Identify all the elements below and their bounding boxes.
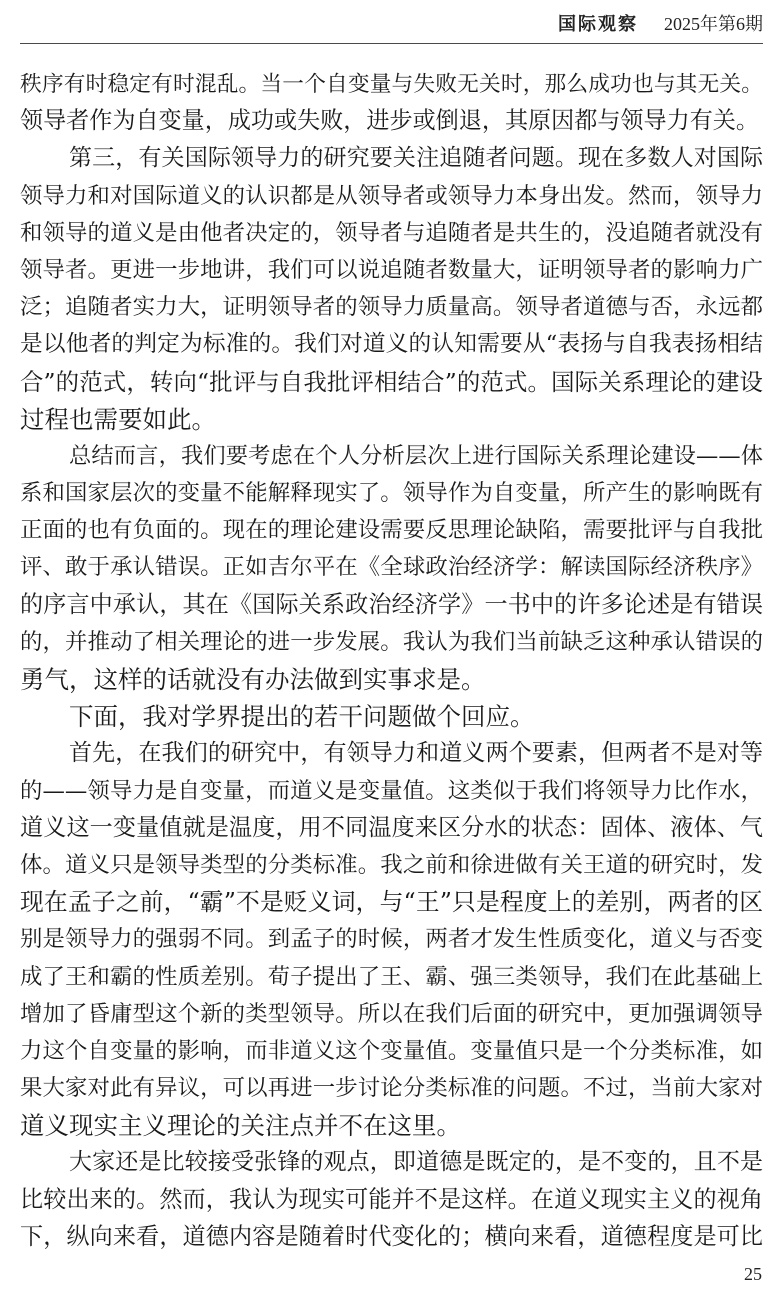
issue-label: 2025年第6期 xyxy=(664,14,763,34)
text-line: 大家还是比较接受张锋的观点，即道德是既定的，是不变的，且不是 xyxy=(69,1149,763,1176)
text-line: 系和国家层次的变量不能解释现实了。领导作为自变量，所产生的影响既有 xyxy=(20,480,763,507)
text-line: 评、敢于承认错误。正如吉尔平在《全球政治经济学：解读国际经济秩序》 xyxy=(20,554,763,581)
text-line: 总结而言，我们要考虑在个人分析层次上进行国际关系理论建设——体 xyxy=(69,442,763,469)
text-line: 体。道义只是领导类型的分类标准。我之前和徐进做有关王道的研究时，发 xyxy=(20,851,763,878)
text-line: 成了王和霸的性质差别。荀子提出了王、霸、强三类领导，我们在此基础上 xyxy=(20,963,763,990)
text-line: 力这个自变量的影响，而非道义这个变量值。变量值只是一个分类标准，如 xyxy=(20,1037,763,1064)
text-line: 是以他者的判定为标准的。我们对道义的认知需要从“表扬与自我表扬相结 xyxy=(20,331,763,358)
text-line: 果大家对此有异议，可以再进一步讨论分类标准的问题。不过，当前大家对 xyxy=(20,1075,763,1102)
text-line: 下，纵向来看，道德内容是随着时代变化的；横向来看，道德程度是可比 xyxy=(20,1223,763,1250)
text-line: 的序言中承认，其在《国际关系政治经济学》一书中的许多论述是有错误 xyxy=(20,591,763,618)
header-inner xyxy=(558,10,763,36)
text-line: 比较出来的。然而，我认为现实可能并不是这样。在道义现实主义的视角 xyxy=(20,1186,763,1213)
text-line: 领导力和对国际道义的认识都是从领导者或领导力本身出发。然而，领导力 xyxy=(20,182,763,209)
text-line: 和领导的道义是由他者决定的，领导者与追随者是共生的，没追随者就没有 xyxy=(20,219,763,246)
text-line: 秩序有时稳定有时混乱。当一个自变量与失败无关时，那么成功也与其无关。 xyxy=(20,72,763,97)
text-line: 过程也需要如此。 xyxy=(20,404,216,434)
text-line: 领导者作为自变量，成功或失败，进步或倒退，其原因都与领导力有关。 xyxy=(20,108,759,135)
text-line: 现在孟子之前，“霸”不是贬义词，与“王”只是程度上的差别，两者的区 xyxy=(20,888,763,917)
running-header xyxy=(20,0,763,44)
text-line: 首先，在我们的研究中，有领导力和道义两个要素，但两者不是对等 xyxy=(69,740,763,767)
text-line: 增加了昏庸型这个新的类型领导。所以在我们后面的研究中，更加强调领导 xyxy=(20,1000,763,1027)
text-line: 第三，有关国际领导力的研究要关注追随者问题。现在多数人对国际 xyxy=(69,145,763,172)
text-line: 领导者。更进一步地讲，我们可以说追随者数量大，证明领导者的影响力广 xyxy=(20,256,763,283)
body-text xyxy=(20,66,763,1256)
text-line: 道义这一变量值就是温度，用不同温度来区分水的状态：固体、液体、气 xyxy=(20,814,763,841)
page-number: 25 xyxy=(744,1264,762,1284)
journal-name: 国际观察 xyxy=(558,14,638,35)
text-line: 别是领导力的强弱不同。到孟子的时候，两者才发生性质变化，道义与否变 xyxy=(20,926,763,953)
text-line: 勇气，这样的话就没有办法做到实事求是。 xyxy=(20,665,486,694)
text-line: 的，并推动了相关理论的进一步发展。我认为我们当前缺乏这种承认错误的 xyxy=(20,628,763,655)
text-line: 下面，我对学界提出的若干问题做个回应。 xyxy=(69,702,535,732)
text-line: 的——领导力是自变量，而道义是变量值。这类似于我们将领导力比作水， xyxy=(20,777,763,804)
text-line: 泛；追随者实力大，证明领导者的领导力质量高。领导者道德与否，永远都 xyxy=(20,294,763,321)
text-line: 合”的范式，转向“批评与自我批评相结合”的范式。国际关系理论的建设 xyxy=(20,367,763,396)
text-line: 正面的也有负面的。现在的理论建设需要反思理论缺陷，需要批评与自我批 xyxy=(20,517,763,544)
text-line: 道义现实主义理论的关注点并不在这里。 xyxy=(20,1111,461,1141)
